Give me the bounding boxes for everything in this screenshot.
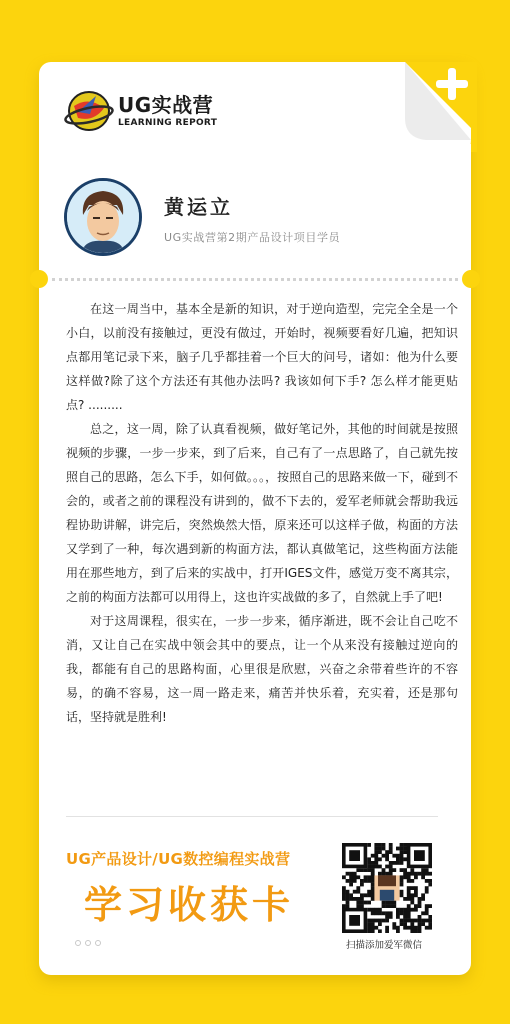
avatar xyxy=(64,178,142,256)
paragraph-1: 在这一周当中，基本全是新的知识，对于逆向造型，完完全全是一个小白，以前没有接触过，更没有做过，开始时，视频要看好几遍，把知识点都用笔记录下来，脑子几乎都挂着一个巨大的问号，诸如：他为什么要这样做?除了这个方法还有其他办法吗? 我该如何下手? 怎么样才能更贴点? ......... xyxy=(66,302,458,412)
qr-code[interactable] xyxy=(342,843,432,933)
course-title: UG产品设计/UG数控编程实战营 xyxy=(66,850,291,868)
plus-icon[interactable] xyxy=(432,64,472,104)
page-dot xyxy=(85,940,91,946)
footer-divider xyxy=(66,816,438,817)
qr-caption: 扫描添加爱军微信 xyxy=(346,940,423,951)
ticket-notch-right xyxy=(462,270,480,288)
page-dot xyxy=(75,940,81,946)
headline: 学习收获卡 xyxy=(84,883,295,927)
report-body xyxy=(66,297,458,729)
ticket-notch-left xyxy=(30,270,48,288)
student-role: UG实战营第2期产品设计项目学员 xyxy=(164,231,341,244)
ug-globe-logo-icon xyxy=(64,86,114,132)
brand-subtitle: LEARNING REPORT xyxy=(118,118,218,128)
page-dot xyxy=(95,940,101,946)
paragraph-3: 对于这周课程，很实在，一步一步来，循序渐进，既不会让自己吃不消，又让自己在实战中领会其中的要点，让一个从来没有接触过逆向的我，都能有自己的思路构面，心里很是欣慰，兴奋之余带着些许的不容易，的确不容易，这一周一路走来，痛苦并快乐着，充实着，还是那句话，坚持就是胜利! xyxy=(66,614,458,724)
brand xyxy=(118,94,217,128)
brand-title: UG实战营 xyxy=(118,93,214,117)
page-dots xyxy=(75,940,101,946)
student-name: 黄运立 xyxy=(164,195,233,219)
dotted-separator xyxy=(52,278,458,281)
paragraph-2: 总之，这一周，除了认真看视频，做好笔记外，其他的时间就是按照视频的步骤，一步一步来，到了后来，自己有了一点思路了，自己就先按照自己的思路，怎么下手，如何做。。。，按照自己的思路来做一下，碰到不会的，或者之前的课程没有讲到的，做不下去的，爱军老师就会帮助我远程协助讲解，讲完后，突然焕然大悟，原来还可以这样子做，构面的方法又学到了一种，每次遇到新的构面方法，都认真做笔记，这些构面方法能用在那些地方，到了后来的实战中，打开IGES文件，感觉万变不离其宗，之前的构面方法都可以用得上，这也许实战做的多了，自然就上手了吧! xyxy=(66,422,458,604)
